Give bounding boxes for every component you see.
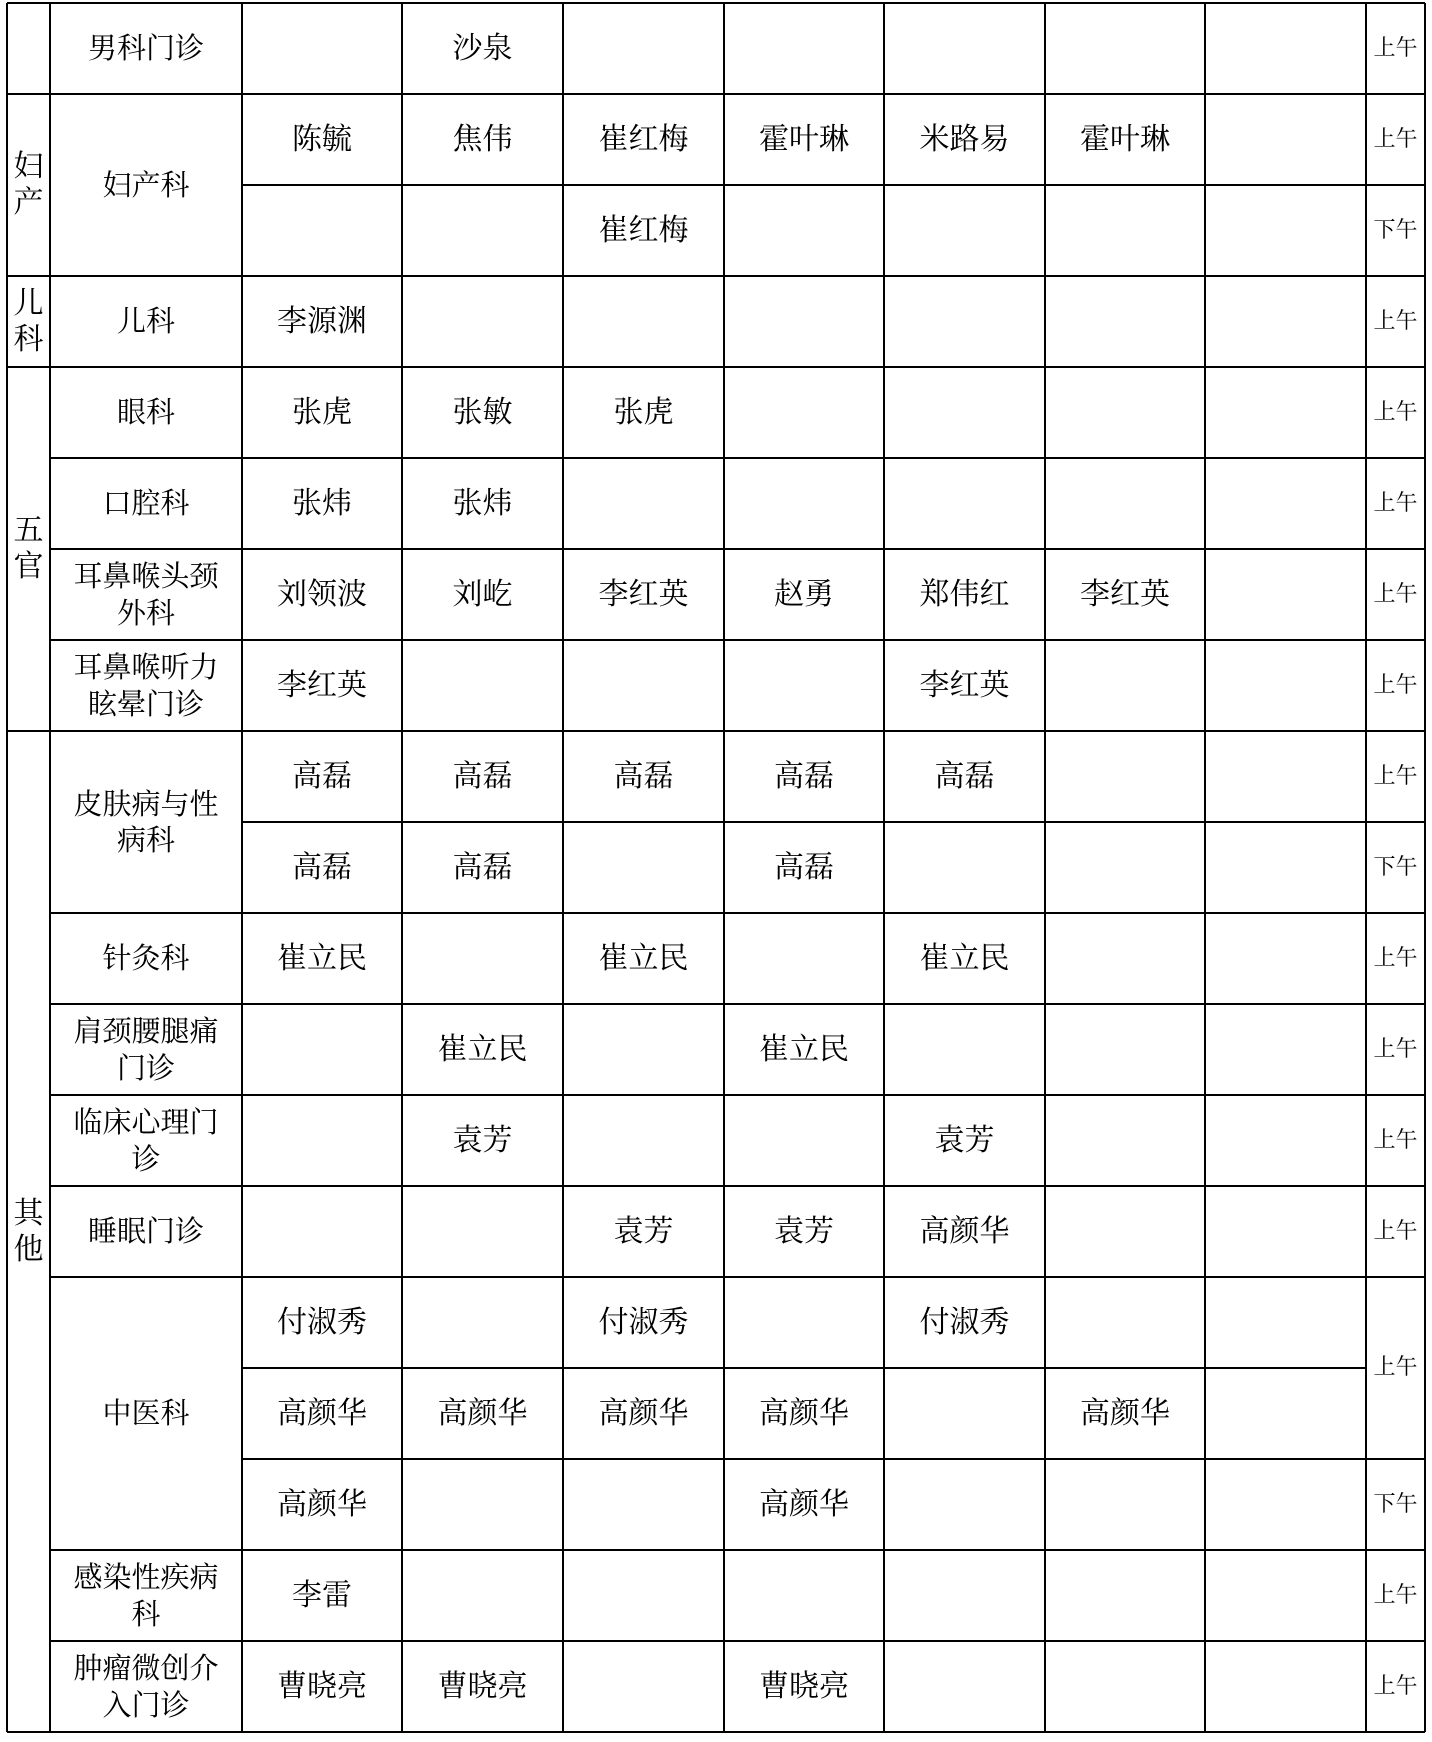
doctor-cell: 付淑秀 [919, 1304, 1010, 1340]
doctor-cell [1205, 640, 1366, 731]
doctor-cell [1205, 94, 1366, 185]
doctor-cell: 崔立民 [598, 940, 689, 976]
session-divider [1366, 184, 1425, 186]
department-divider [50, 730, 1425, 732]
doctor-cell [402, 1186, 563, 1277]
department-name: 睡眠门诊 [87, 1214, 204, 1249]
doctor-cell: 高磊 [934, 758, 995, 794]
doctor-cell: 张虎 [613, 394, 674, 430]
doctor-cell [1205, 731, 1366, 822]
department-name: 儿科 [116, 304, 175, 339]
doctor-cell [242, 3, 402, 94]
category-label [7, 3, 50, 94]
session-label: 上午 [1373, 490, 1418, 516]
department-divider [50, 366, 1425, 368]
doctor-cell: 袁芳 [934, 1122, 995, 1158]
grid-line-vertical [723, 3, 725, 1732]
doctor-cell: 高磊 [452, 849, 513, 885]
doctor-cell [884, 822, 1045, 913]
doctor-cell [1045, 1550, 1205, 1641]
department-divider [50, 1185, 1425, 1187]
grid-line-vertical [241, 3, 243, 1732]
doctor-cell [242, 1186, 402, 1277]
session-label: 上午 [1373, 399, 1418, 425]
session-divider [1366, 1458, 1425, 1460]
department-divider [50, 548, 1425, 550]
doctor-cell: 沙泉 [452, 30, 513, 66]
doctor-cell [1045, 458, 1205, 549]
session-label: 下午 [1373, 217, 1418, 243]
doctor-cell [563, 1004, 724, 1095]
grid-line-vertical [562, 3, 564, 1732]
session-label: 上午 [1373, 1218, 1418, 1244]
doctor-cell: 李源渊 [277, 303, 367, 339]
grid-line-vertical [1044, 3, 1046, 1732]
session-label: 上午 [1373, 308, 1418, 334]
doctor-cell [884, 185, 1045, 276]
doctor-cell [1045, 185, 1205, 276]
doctor-cell: 袁芳 [613, 1213, 674, 1249]
doctor-cell [724, 3, 884, 94]
doctor-cell: 高磊 [774, 849, 834, 885]
table-border-top [7, 2, 1425, 4]
department-name: 针灸科 [102, 941, 190, 976]
doctor-cell: 郑伟红 [919, 576, 1010, 612]
doctor-cell: 焦伟 [452, 121, 513, 157]
doctor-cell [563, 1641, 724, 1732]
department-name: 皮肤病与性 病科 [73, 786, 219, 857]
doctor-cell [1045, 1004, 1205, 1095]
grid-line-vertical [883, 3, 885, 1732]
doctor-cell [242, 1004, 402, 1095]
department-divider [50, 1640, 1425, 1642]
doctor-cell [402, 185, 563, 276]
doctor-cell: 赵勇 [774, 576, 834, 612]
session-divider [1366, 821, 1425, 823]
session-label: 上午 [1373, 1036, 1418, 1062]
session-label: 上午 [1373, 1355, 1418, 1381]
doctor-cell: 高磊 [774, 758, 834, 794]
doctor-cell [1045, 640, 1205, 731]
doctor-cell [1205, 1641, 1366, 1732]
slot-divider [242, 1458, 1366, 1460]
session-label: 上午 [1373, 126, 1418, 152]
doctor-cell: 高颜华 [277, 1486, 367, 1522]
doctor-cell: 袁芳 [774, 1213, 834, 1249]
doctor-cell: 曹晓亮 [437, 1668, 528, 1704]
doctor-cell [402, 276, 563, 367]
department-name: 口腔科 [102, 486, 190, 521]
doctor-cell [1045, 276, 1205, 367]
department-name: 肿瘤微创介 入门诊 [73, 1651, 219, 1722]
doctor-cell [1205, 822, 1366, 913]
grid-line-vertical [49, 3, 51, 1732]
table-border-bottom [7, 1731, 1425, 1733]
doctor-cell: 李红英 [598, 576, 689, 612]
doctor-cell: 高颜华 [919, 1213, 1010, 1249]
doctor-cell: 高颜华 [759, 1486, 849, 1522]
doctor-cell [884, 3, 1045, 94]
doctor-cell [1045, 731, 1205, 822]
doctor-cell [1045, 1186, 1205, 1277]
session-label: 上午 [1373, 1582, 1418, 1608]
doctor-cell: 霍叶琳 [1080, 121, 1170, 157]
doctor-cell: 张敏 [452, 394, 513, 430]
doctor-cell [1045, 913, 1205, 1004]
doctor-cell [1205, 367, 1366, 458]
doctor-cell: 李红英 [1080, 576, 1170, 612]
doctor-cell: 曹晓亮 [277, 1668, 367, 1704]
doctor-cell [1045, 1641, 1205, 1732]
session-label: 上午 [1373, 1673, 1418, 1699]
doctor-cell [1205, 913, 1366, 1004]
doctor-cell [884, 1368, 1045, 1459]
doctor-cell [1205, 1186, 1366, 1277]
category-label: 妇 产 [13, 149, 44, 220]
department-name: 耳鼻喉头颈 外科 [73, 559, 219, 630]
department-name: 耳鼻喉听力 眩晕门诊 [73, 650, 219, 721]
doctor-cell: 付淑秀 [598, 1304, 689, 1340]
doctor-cell: 崔立民 [437, 1031, 528, 1067]
doctor-cell: 崔红梅 [598, 121, 689, 157]
doctor-cell [1205, 276, 1366, 367]
doctor-cell [884, 1459, 1045, 1550]
doctor-cell: 高颜华 [759, 1395, 849, 1431]
doctor-cell [1205, 458, 1366, 549]
department-name: 妇产科 [102, 167, 190, 202]
doctor-cell: 高颜华 [437, 1395, 528, 1431]
department-divider [50, 93, 1425, 95]
doctor-cell: 李红英 [919, 667, 1010, 703]
doctor-cell [724, 1550, 884, 1641]
doctor-cell: 袁芳 [452, 1122, 513, 1158]
grid-line-vertical [401, 3, 403, 1732]
doctor-cell [884, 458, 1045, 549]
doctor-cell [1045, 3, 1205, 94]
doctor-cell [724, 640, 884, 731]
department-divider [50, 457, 1425, 459]
doctor-cell: 高磊 [292, 758, 352, 794]
doctor-cell [563, 1095, 724, 1186]
slot-divider [242, 184, 1366, 186]
doctor-cell [724, 367, 884, 458]
category-label: 其 他 [13, 1195, 44, 1267]
doctor-cell [402, 1459, 563, 1550]
doctor-cell: 高磊 [452, 758, 513, 794]
doctor-cell [884, 1004, 1045, 1095]
doctor-cell: 高颜华 [277, 1395, 367, 1431]
doctor-cell: 张虎 [292, 394, 352, 430]
doctor-cell [402, 640, 563, 731]
slot-divider [242, 1367, 1366, 1369]
doctor-cell [884, 1550, 1045, 1641]
doctor-cell: 李雷 [292, 1577, 352, 1613]
session-label: 下午 [1373, 854, 1418, 880]
doctor-cell [1205, 1550, 1366, 1641]
doctor-cell: 高颜华 [1080, 1395, 1170, 1431]
doctor-cell [242, 1095, 402, 1186]
department-divider [50, 275, 1425, 277]
doctor-cell [884, 367, 1045, 458]
doctor-cell [724, 276, 884, 367]
doctor-cell [1045, 1459, 1205, 1550]
doctor-cell [1045, 822, 1205, 913]
department-divider [50, 639, 1425, 641]
department-name: 临床心理门 诊 [73, 1105, 219, 1176]
table-border-left [6, 3, 8, 1732]
slot-divider [242, 821, 1366, 823]
doctor-cell [563, 640, 724, 731]
grid-line-vertical [1365, 3, 1367, 1732]
doctor-cell [724, 1095, 884, 1186]
doctor-cell [1205, 1095, 1366, 1186]
doctor-cell [402, 913, 563, 1004]
table-border-right [1424, 3, 1426, 1732]
department-name: 眼科 [116, 395, 175, 430]
doctor-cell [402, 1550, 563, 1641]
doctor-cell: 崔立民 [919, 940, 1010, 976]
department-name: 中医科 [102, 1396, 190, 1431]
doctor-cell: 霍叶琳 [759, 121, 849, 157]
department-divider [50, 1003, 1425, 1005]
category-label: 儿 科 [13, 285, 44, 357]
doctor-cell [1205, 185, 1366, 276]
doctor-cell [563, 1550, 724, 1641]
doctor-cell [1205, 3, 1366, 94]
doctor-cell [724, 913, 884, 1004]
doctor-cell [242, 185, 402, 276]
session-label: 上午 [1373, 672, 1418, 698]
department-divider [50, 1549, 1425, 1551]
doctor-cell: 崔立民 [277, 940, 367, 976]
doctor-cell: 高磊 [613, 758, 674, 794]
doctor-cell [563, 276, 724, 367]
doctor-cell [1045, 1095, 1205, 1186]
doctor-cell [1205, 549, 1366, 640]
doctor-cell: 高磊 [292, 849, 352, 885]
category-label: 五 官 [13, 513, 44, 584]
session-label: 上午 [1373, 1127, 1418, 1153]
doctor-cell [563, 458, 724, 549]
doctor-cell: 李红英 [277, 667, 367, 703]
session-label: 上午 [1373, 945, 1418, 971]
doctor-cell: 曹晓亮 [759, 1668, 849, 1704]
doctor-cell: 崔红梅 [598, 212, 689, 248]
doctor-cell: 张炜 [452, 485, 513, 521]
doctor-cell [1045, 1277, 1205, 1368]
doctor-cell [563, 3, 724, 94]
doctor-cell: 刘领波 [277, 576, 367, 612]
department-name: 肩颈腰腿痛 门诊 [73, 1014, 219, 1085]
doctor-cell [724, 458, 884, 549]
doctor-cell: 陈毓 [292, 121, 352, 157]
session-label: 下午 [1373, 1491, 1418, 1517]
doctor-cell [1205, 1004, 1366, 1095]
doctor-cell [563, 1459, 724, 1550]
doctor-cell [402, 1277, 563, 1368]
doctor-cell: 高颜华 [598, 1395, 689, 1431]
doctor-cell [884, 1641, 1045, 1732]
doctor-cell: 崔立民 [759, 1031, 849, 1067]
doctor-cell [884, 276, 1045, 367]
department-name: 男科门诊 [87, 31, 204, 66]
session-label: 上午 [1373, 581, 1418, 607]
doctor-cell [1045, 367, 1205, 458]
doctor-cell: 米路易 [919, 121, 1010, 157]
doctor-cell [1205, 1459, 1366, 1550]
doctor-cell: 张炜 [292, 485, 352, 521]
department-divider [50, 912, 1425, 914]
grid-line-vertical [1204, 3, 1206, 1732]
department-name: 感染性疾病 科 [73, 1560, 219, 1631]
doctor-cell [563, 822, 724, 913]
doctor-cell: 刘屹 [452, 576, 513, 612]
doctor-cell [1205, 1277, 1366, 1368]
session-label: 上午 [1373, 763, 1418, 789]
doctor-cell: 付淑秀 [277, 1304, 367, 1340]
session-label: 上午 [1373, 35, 1418, 61]
doctor-cell [1205, 1368, 1366, 1459]
doctor-cell [724, 1277, 884, 1368]
doctor-cell [724, 185, 884, 276]
department-divider [50, 1094, 1425, 1096]
department-divider [50, 1276, 1425, 1278]
